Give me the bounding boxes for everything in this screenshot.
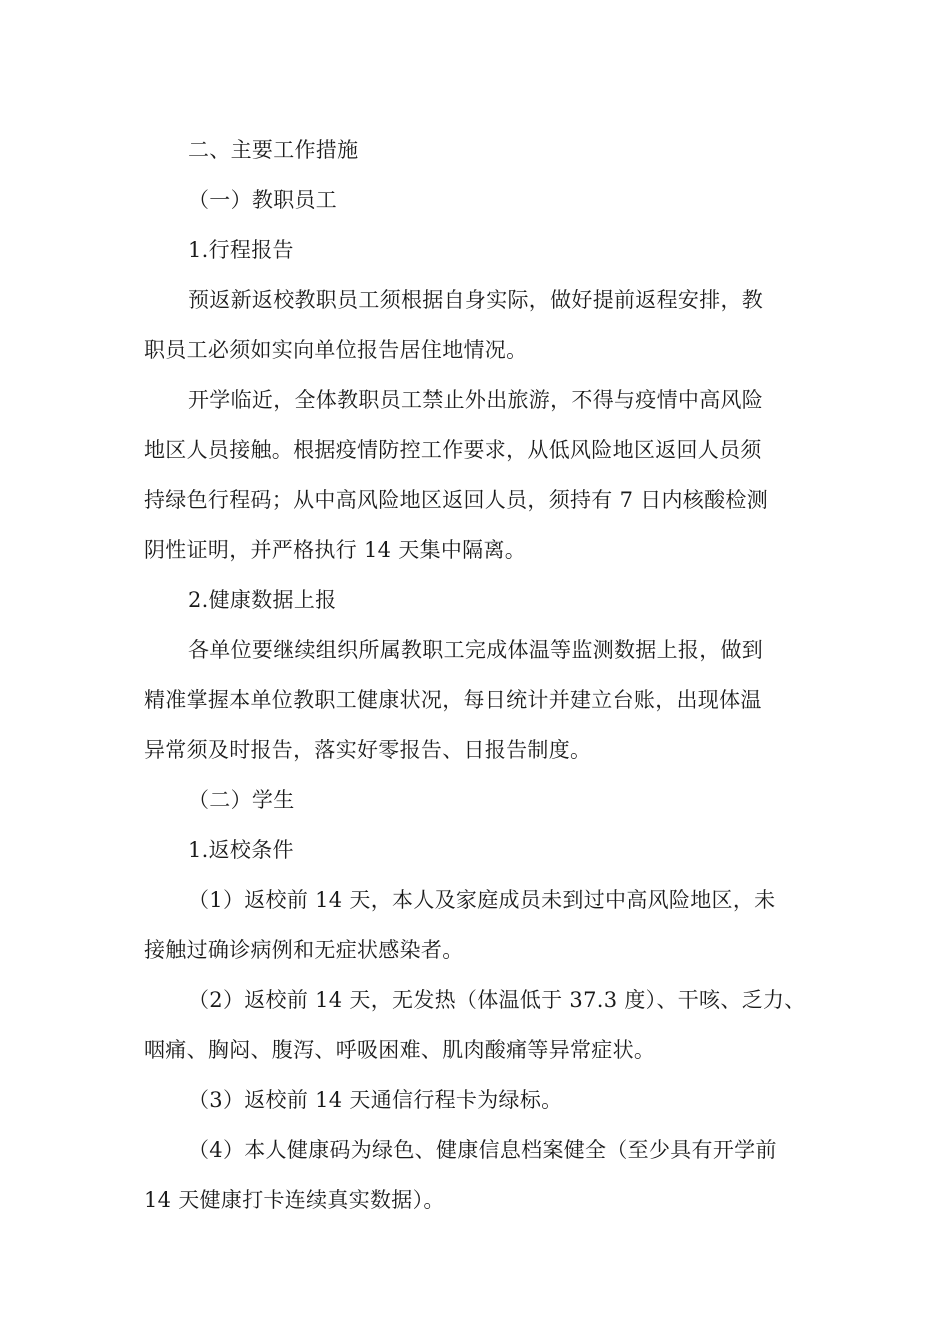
- text-line: 咽痛、胸闷、腹泻、呼吸困难、肌肉酸痛等异常症状。: [144, 1038, 656, 1062]
- text-line: （1）返校前 14 天，本人及家庭成员未到过中高风险地区，未: [188, 888, 776, 912]
- para-condition-3: （3）返校前 14 天通信行程卡为绿标。: [188, 1088, 563, 1112]
- heading-staff: （一）教职员工: [188, 188, 338, 212]
- text-line: （4）本人健康码为绿色、健康信息档案健全（至少具有开学前: [188, 1138, 777, 1162]
- text-line: 各单位要继续组织所属教职工完成体温等监测数据上报，做到: [188, 638, 764, 662]
- heading-students: （二）学生: [188, 788, 295, 812]
- para-return-arrangement: [144, 275, 834, 375]
- heading-health-report: 2.健康数据上报: [188, 588, 337, 612]
- heading-return-conditions: 1.返校条件: [188, 838, 294, 862]
- text-line: 地区人员接触。根据疫情防控工作要求，从低风险地区返回人员须: [144, 438, 762, 462]
- para-health-data: [144, 625, 834, 775]
- para-condition-2: [144, 975, 834, 1075]
- text-line: 异常须及时报告，落实好零报告、日报告制度。: [144, 738, 592, 762]
- heading-main-measures: 二、主要工作措施: [188, 138, 359, 162]
- text-line: 14 天健康打卡连续真实数据）。: [144, 1188, 445, 1212]
- document-body: [144, 125, 834, 1225]
- para-condition-4: [144, 1125, 834, 1225]
- para-condition-1: [144, 875, 834, 975]
- para-travel-ban: [144, 375, 834, 575]
- text-line: 阴性证明，并严格执行 14 天集中隔离。: [144, 538, 527, 562]
- text-line: 预返新返校教职员工须根据自身实际，做好提前返程安排，教: [188, 288, 764, 312]
- text-line: 持绿色行程码；从中高风险地区返回人员，须持有 7 日内核酸检测: [144, 488, 769, 512]
- text-line: 开学临近，全体教职员工禁止外出旅游，不得与疫情中高风险: [188, 388, 764, 412]
- text-line: 职员工必须如实向单位报告居住地情况。: [144, 338, 528, 362]
- text-line: （2）返校前 14 天，无发热（体温低于 37.3 度）、干咳、乏力、: [188, 988, 806, 1012]
- text-line: 精准掌握本单位教职工健康状况，每日统计并建立台账，出现体温: [144, 688, 762, 712]
- text-line: 接触过确诊病例和无症状感染者。: [144, 938, 464, 962]
- heading-travel-report: 1.行程报告: [188, 238, 294, 262]
